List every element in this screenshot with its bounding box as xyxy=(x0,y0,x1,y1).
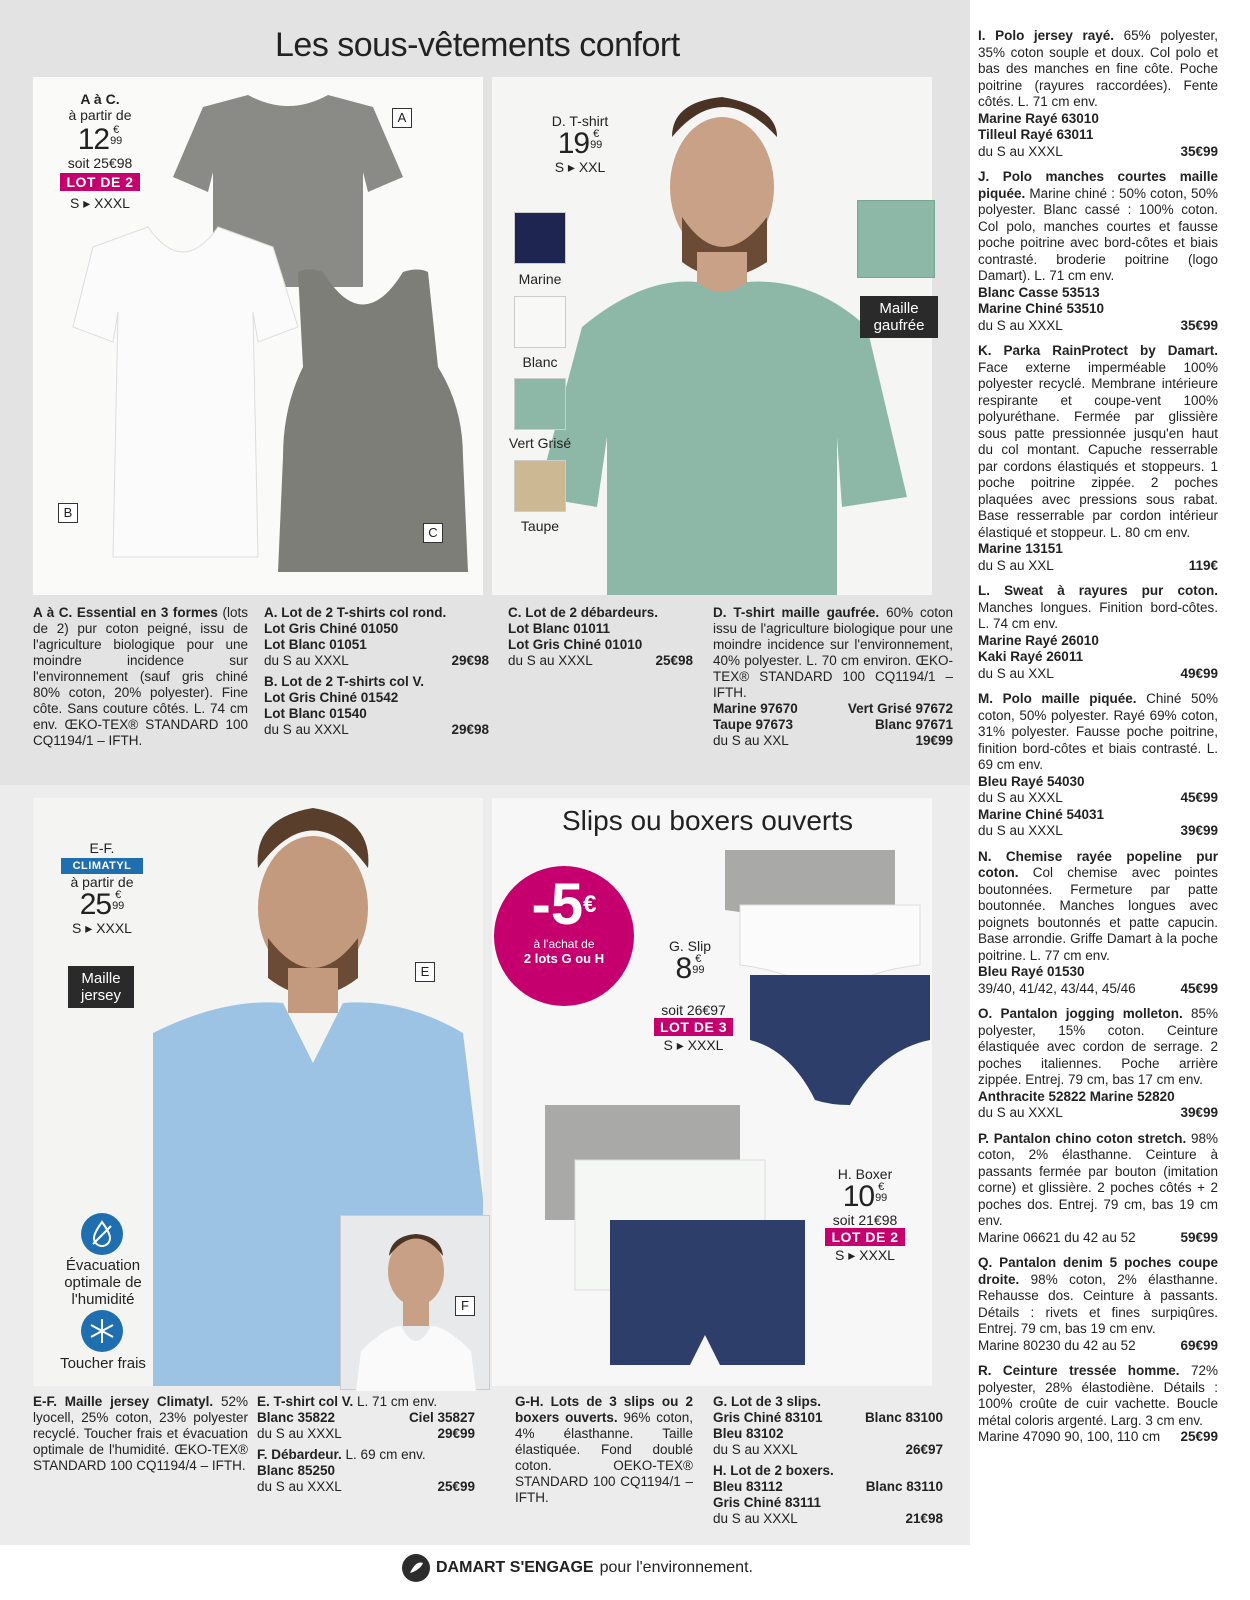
price-main: 10 xyxy=(842,1180,875,1213)
price-cents: 99 xyxy=(590,139,603,151)
sidebar-product xyxy=(978,343,1218,574)
size-range: du S au XXXL xyxy=(257,1479,342,1494)
description-e xyxy=(257,1394,475,1495)
description-title: E-F. Maille jersey Climatyl. xyxy=(33,1394,214,1409)
lot-badge: LOT DE 2 xyxy=(825,1228,904,1246)
price: 29€98 xyxy=(451,722,489,737)
description-ac xyxy=(33,605,248,749)
description-text: 60% coton issu de l'agriculture biologique pour une moindre incidence sur l'environnement, 40% polyester. L. 70 cm environ. ŒKO-TEX® STANDARD 100 CQ1194/1 – IFTH. xyxy=(713,605,954,700)
product-letter-c: C xyxy=(423,523,443,543)
reference: Tilleul Rayé 63011 xyxy=(978,127,1094,142)
price: 25€99 xyxy=(437,1479,475,1494)
price: 119€ xyxy=(1188,557,1218,573)
size-range: du S au XXXL xyxy=(713,1511,798,1526)
moisture-icon xyxy=(81,1213,123,1255)
reference: Marine 97670 xyxy=(713,701,798,716)
description-text: Col chemise avec pointes boutonnées. Fermeture par patte boutonnée. Manches longues avec poignets boutonnés et patte capucin. Base arrondie. Griffe Damart à la poche poitrine. L. 77 cm env. xyxy=(978,865,1218,963)
price-currency: € xyxy=(593,128,600,140)
description-title: D. T-shirt maille gaufrée. xyxy=(713,605,880,620)
description-title: E. T-shirt col V. xyxy=(257,1394,354,1409)
description-g xyxy=(713,1394,943,1527)
price: 69€99 xyxy=(1180,1337,1218,1353)
price-block-d xyxy=(540,113,620,175)
price-block-g xyxy=(650,938,730,984)
swatch-blanc[interactable] xyxy=(514,296,566,348)
reference: Marine 13151 xyxy=(978,541,1063,556)
swatch-label: Vert Grisé xyxy=(508,435,572,451)
description-text: Face externe imperméable 100% polyester recyclé. Membrane intérieure respirante et coupe-vent 100% polyuréthane. Fermée par glissière sous patte pressionnée jusqu'en haut du col montant. Capuche resserrable par cordons élastiqués et stoppeurs. 1 poche poitrine zippée. 2 poches plaquées avec pressions sous rabat. Base resserrable par cordon intérieur élastiqué et stoppeur. L. 80 cm env. xyxy=(978,359,1218,540)
swatch-marine[interactable] xyxy=(514,212,566,264)
description-text: 52% lyocell, 25% coton, 23% polyester recyclé. Toucher frais et évacuation optimale de l'humidité. ŒKO-TEX® STANDARD 100 CQ1194/4 – IFTH. xyxy=(33,1394,248,1473)
price-currency: € xyxy=(113,124,120,136)
price-soit: soit 26€97 xyxy=(661,1002,726,1018)
price-block-ac xyxy=(50,91,150,211)
sidebar-product xyxy=(978,1006,1218,1122)
size-range: du S au XXL xyxy=(713,733,789,748)
fabric-tag: Maille jersey xyxy=(68,966,134,1008)
damart-leaf-icon xyxy=(402,1554,430,1582)
description-text: L. 71 cm env. xyxy=(357,1394,438,1409)
reference: Gris Chiné 83111 xyxy=(713,1495,822,1510)
price-cents: 99 xyxy=(110,135,123,147)
description-text: 96% coton, 4% élasthanne. Taille élastiquée. Fond doublé coton. OEKO-TEX® STANDARD 100 CQ1194/1 – IFTH. xyxy=(515,1410,693,1505)
price: 29€99 xyxy=(437,1426,475,1441)
size-range: du S au XXXL xyxy=(713,1442,798,1457)
price-cents: 99 xyxy=(112,900,125,912)
sidebar-product xyxy=(978,1363,1218,1446)
snowflake-icon xyxy=(81,1310,123,1352)
price: 29€98 xyxy=(451,653,489,668)
description-title: G-H. Lots de 3 slips ou 2 boxers ouverts. xyxy=(515,1394,693,1425)
reference: Blanc 35822 xyxy=(257,1410,336,1425)
reference: Lot Blanc 01051 xyxy=(264,637,367,652)
price-block-ef xyxy=(52,840,152,936)
fabric-texture-swatch xyxy=(857,200,935,278)
swatch-vert-grise[interactable] xyxy=(514,378,566,430)
description-c xyxy=(508,605,693,669)
fabric-tag: Maille gaufrée xyxy=(860,296,938,338)
description-text: 65% polyester, 35% coton souple et doux. Col polo et bas des manches en fine côte. Poche poitrine (rayures raccordées). Fente côtés. L. 71 cm env. xyxy=(978,28,1218,109)
page-title: Les sous-vêtements confort xyxy=(275,26,680,64)
sidebar-product xyxy=(978,1255,1218,1354)
price-main: 19 xyxy=(557,127,590,160)
price-currency: € xyxy=(878,1181,885,1193)
price-value xyxy=(820,1182,910,1212)
description-text: Marine chiné : 50% coton, 50% polyester. Blanc cassé : 100% coton. Col polo, manches courtes et fausse poche poitrine avec bord-côtes et biais contrasté. broderie poitrine (logo Damart). L. 71 cm env. xyxy=(978,185,1218,283)
swatch-taupe[interactable] xyxy=(514,460,566,512)
price-value xyxy=(540,129,620,159)
size-range: S ▸ XXXL xyxy=(663,1037,724,1053)
reference: Lot Blanc 01540 xyxy=(264,706,367,721)
price-currency: € xyxy=(115,889,122,901)
description-title: J. Polo manches courtes maille piquée. xyxy=(978,169,1218,201)
size-range: Marine 47090 90, 100, 110 cm xyxy=(978,1429,1161,1444)
reference: Marine Chiné 54031 xyxy=(978,806,1105,822)
swatch-label: Marine xyxy=(518,271,562,287)
description-gh xyxy=(515,1394,693,1506)
reference: Anthracite 52822 Marine 52820 xyxy=(978,1088,1175,1104)
sidebar-descriptions xyxy=(978,28,1218,1455)
price: 59€99 xyxy=(1180,1229,1218,1245)
description-title: A. Lot de 2 T-shirts col rond. xyxy=(264,605,447,620)
size-range: S ▸ XXXL xyxy=(72,920,132,936)
description-text: L. 69 cm env. xyxy=(345,1447,426,1462)
reference: Taupe 97673 xyxy=(713,717,794,732)
reference: Marine Chiné 53510 xyxy=(978,301,1105,316)
price-cents: 99 xyxy=(875,1192,888,1204)
price-value xyxy=(52,890,152,920)
footer-brand: DAMART S'ENGAGE xyxy=(436,1559,594,1576)
reference: Bleu 83112 xyxy=(713,1479,783,1494)
reference: Blanc 97671 xyxy=(874,717,953,732)
description-title: K. Parka RainProtect by Damart. xyxy=(978,343,1218,358)
swatch-label: Taupe xyxy=(520,518,560,534)
description-title: M. Polo maille piquée. xyxy=(978,691,1137,706)
price: 49€99 xyxy=(1180,665,1218,681)
size-range: du S au XXXL xyxy=(978,143,1063,159)
size-range: S ▸ XXXL xyxy=(835,1247,895,1263)
footer-text: pour l'environnement. xyxy=(599,1559,753,1576)
product-letter-b: B xyxy=(58,503,78,523)
description-title: B. Lot de 2 T-shirts col V. xyxy=(264,674,425,689)
description-text: 85% polyester, 15% coton. Ceinture élastiquée avec cordon de serrage. 2 poches italiennes. Poche arrière zippée. Entrej. 79 cm, bas 17 cm env. xyxy=(978,1006,1218,1087)
product-letter-e: E xyxy=(415,962,435,982)
reference: Bleu Rayé 54030 xyxy=(978,773,1085,789)
reference: Lot Gris Chiné 01050 xyxy=(264,621,399,636)
swatch-label: Blanc xyxy=(522,354,558,370)
price-soit: soit 25€98 xyxy=(67,155,133,171)
lot-badge: LOT DE 3 xyxy=(654,1018,733,1036)
size-range: du S au XXXL xyxy=(978,823,1063,838)
description-text: 98% coton, 2% élasthanne. Ceinture à passants fermée par bouton (imitation corne) et glissière. 2 poches côtés + 2 poches dos. Entrej. 79 cm, bas 19 cm env. xyxy=(978,1130,1218,1228)
sidebar-product xyxy=(978,849,1218,998)
sidebar-product xyxy=(978,1131,1218,1247)
price-soit: soit 21€98 xyxy=(832,1212,898,1228)
reference: Gris Chiné 83101 xyxy=(713,1410,823,1425)
sidebar-product xyxy=(978,169,1218,334)
price: 21€98 xyxy=(905,1511,943,1526)
price: 19€99 xyxy=(915,733,953,748)
price-value xyxy=(50,125,150,155)
size-range: du S au XXL xyxy=(978,665,1054,681)
reference: Bleu Rayé 01530 xyxy=(978,964,1085,979)
reference: Marine Rayé 63010 xyxy=(978,110,1099,126)
description-text: 98% coton, 2% élasthanne. Rehausse dos. Ceinture à passants. Détails : rivets et fines surpiqûres. Entrej. 79 cm, bas 19 cm env. xyxy=(978,1271,1218,1336)
product-letter-a: A xyxy=(392,108,412,128)
description-title: Q. Pantalon denim 5 poches coupe droite. xyxy=(978,1255,1218,1287)
boxers-illustration xyxy=(540,1100,830,1380)
price-main: 8 xyxy=(675,952,692,985)
price-from: à partir de xyxy=(68,107,132,123)
promo-line2: 2 lots G ou H xyxy=(523,951,605,966)
reference: Marine Rayé 26010 xyxy=(978,632,1099,648)
lot-badge: LOT DE 2 xyxy=(60,173,139,191)
price-main: 25 xyxy=(79,888,112,921)
price-head: D. T-shirt xyxy=(551,113,609,129)
description-ef xyxy=(33,1394,248,1474)
price-cents: 99 xyxy=(692,964,705,976)
price: 35€99 xyxy=(1180,317,1218,333)
price: 45€99 xyxy=(1180,980,1218,996)
size-range: Marine 80230 du 42 au 52 xyxy=(978,1337,1136,1353)
size-range: du S au XXXL xyxy=(264,653,349,668)
reference: Kaki Rayé 26011 xyxy=(978,649,1084,664)
sidebar-product xyxy=(978,583,1218,682)
price: 26€97 xyxy=(905,1442,943,1457)
size-range: du S au XXXL xyxy=(978,790,1063,805)
slips-illustration xyxy=(720,845,935,1110)
price-main: 12 xyxy=(77,123,110,156)
section-title: Slips ou boxers ouverts xyxy=(562,805,854,836)
price-head: H. Boxer xyxy=(837,1166,893,1182)
price-block-h xyxy=(820,1166,910,1263)
footer xyxy=(402,1553,753,1583)
description-title: L. Sweat à rayures pur coton. xyxy=(978,583,1218,598)
description-title: C. Lot de 2 débardeurs. xyxy=(508,605,659,620)
size-range: du S au XXXL xyxy=(264,722,349,737)
feature-fresh: Toucher frais xyxy=(60,1355,146,1372)
description-title: A à C. Essential en 3 formes xyxy=(33,605,218,620)
description-title: R. Ceinture tressée homme. xyxy=(978,1363,1180,1378)
size-range: du S au XXL xyxy=(978,557,1054,573)
reference: Blanc 83100 xyxy=(864,1410,943,1425)
description-text: Chiné 50% coton, 50% polyester. Rayé 69% coton, 31% polyester. Fausse poche poitrine, finition bord-côtes et biais contrasté. L. 69 cm env. xyxy=(978,691,1218,772)
sidebar-product xyxy=(978,28,1218,160)
reference: Lot Blanc 01011 xyxy=(508,621,611,636)
size-range: du S au XXXL xyxy=(978,317,1063,333)
price: 39€99 xyxy=(1180,1105,1218,1120)
description-d xyxy=(713,605,953,749)
description-a xyxy=(264,605,489,738)
price: 25€99 xyxy=(1180,1429,1218,1444)
description-title: G. Lot de 3 slips. xyxy=(713,1394,822,1409)
description-title: P. Pantalon chino coton stretch. xyxy=(978,1130,1187,1146)
size-range: du S au XXXL xyxy=(257,1426,342,1441)
reference: Ciel 35827 xyxy=(408,1410,475,1425)
price-extra-g xyxy=(641,1002,746,1053)
size-range: S ▸ XXL xyxy=(554,159,606,175)
size-range: Marine 06621 du 42 au 52 xyxy=(978,1229,1136,1245)
description-text: 72% polyester, 28% élastodiène. Détails : 100% croûte de cuir vachette. Boucle métal coloris argenté. Larg. 3 cm env. xyxy=(978,1363,1218,1428)
description-title: I. Polo jersey rayé. xyxy=(978,28,1115,43)
promo-value: -5€ xyxy=(531,872,597,937)
size-range: du S au XXXL xyxy=(508,653,593,668)
price: 39€99 xyxy=(1180,823,1218,838)
price-head: A à C. xyxy=(80,91,120,107)
description-text: (lots de 2) pur coton peigné, issu de l'agriculture biologique pour une moindre incidence sur l'environnement (sauf gris chiné 80% coton, 20% polyester). Fine côte. Sans couture côtés. L. 74 cm env. ŒKO-TEX® STANDARD 100 CQ1194/1 – IFTH. xyxy=(33,605,248,748)
price-head: E-F. xyxy=(89,840,115,856)
price-currency: € xyxy=(695,953,702,965)
reference: Lot Gris Chiné 01542 xyxy=(264,690,399,705)
reference: Lot Gris Chiné 01010 xyxy=(508,637,643,652)
price-value xyxy=(650,954,730,984)
price: 25€98 xyxy=(655,653,693,668)
size-range: du S au XXXL xyxy=(978,1105,1063,1120)
reference: Blanc 83110 xyxy=(865,1479,943,1494)
sidebar-product xyxy=(978,691,1218,840)
price-from: à partir de xyxy=(70,874,134,890)
product-letter-f: F xyxy=(455,1296,475,1316)
description-title: F. Débardeur. xyxy=(257,1447,342,1462)
reference: Vert Grisé 97672 xyxy=(847,701,953,716)
promo-line1: à l'achat de xyxy=(533,937,595,951)
reference: Blanc 85250 xyxy=(257,1463,336,1478)
price: 35€99 xyxy=(1180,143,1218,159)
price-head: G. Slip xyxy=(668,938,711,954)
reference: Bleu 83102 xyxy=(713,1426,784,1441)
description-title: O. Pantalon jogging molleton. xyxy=(978,1006,1183,1021)
description-text: Manches longues. Finition bord-côtes. L. 74 cm env. xyxy=(978,599,1218,631)
promo-circle xyxy=(494,866,634,1006)
description-title: N. Chemise rayée popeline pur coton. xyxy=(978,848,1218,880)
reference: Blanc Casse 53513 xyxy=(978,284,1100,300)
size-range: 39/40, 41/42, 43/44, 45/46 xyxy=(978,980,1136,996)
price: 45€99 xyxy=(1180,790,1218,805)
size-range: S ▸ XXXL xyxy=(70,195,130,211)
feature-moisture: Évacuation optimale de l'humidité xyxy=(64,1257,142,1308)
description-title: H. Lot de 2 boxers. xyxy=(713,1463,834,1478)
climatyl-badge: CLIMATYL xyxy=(61,858,144,874)
